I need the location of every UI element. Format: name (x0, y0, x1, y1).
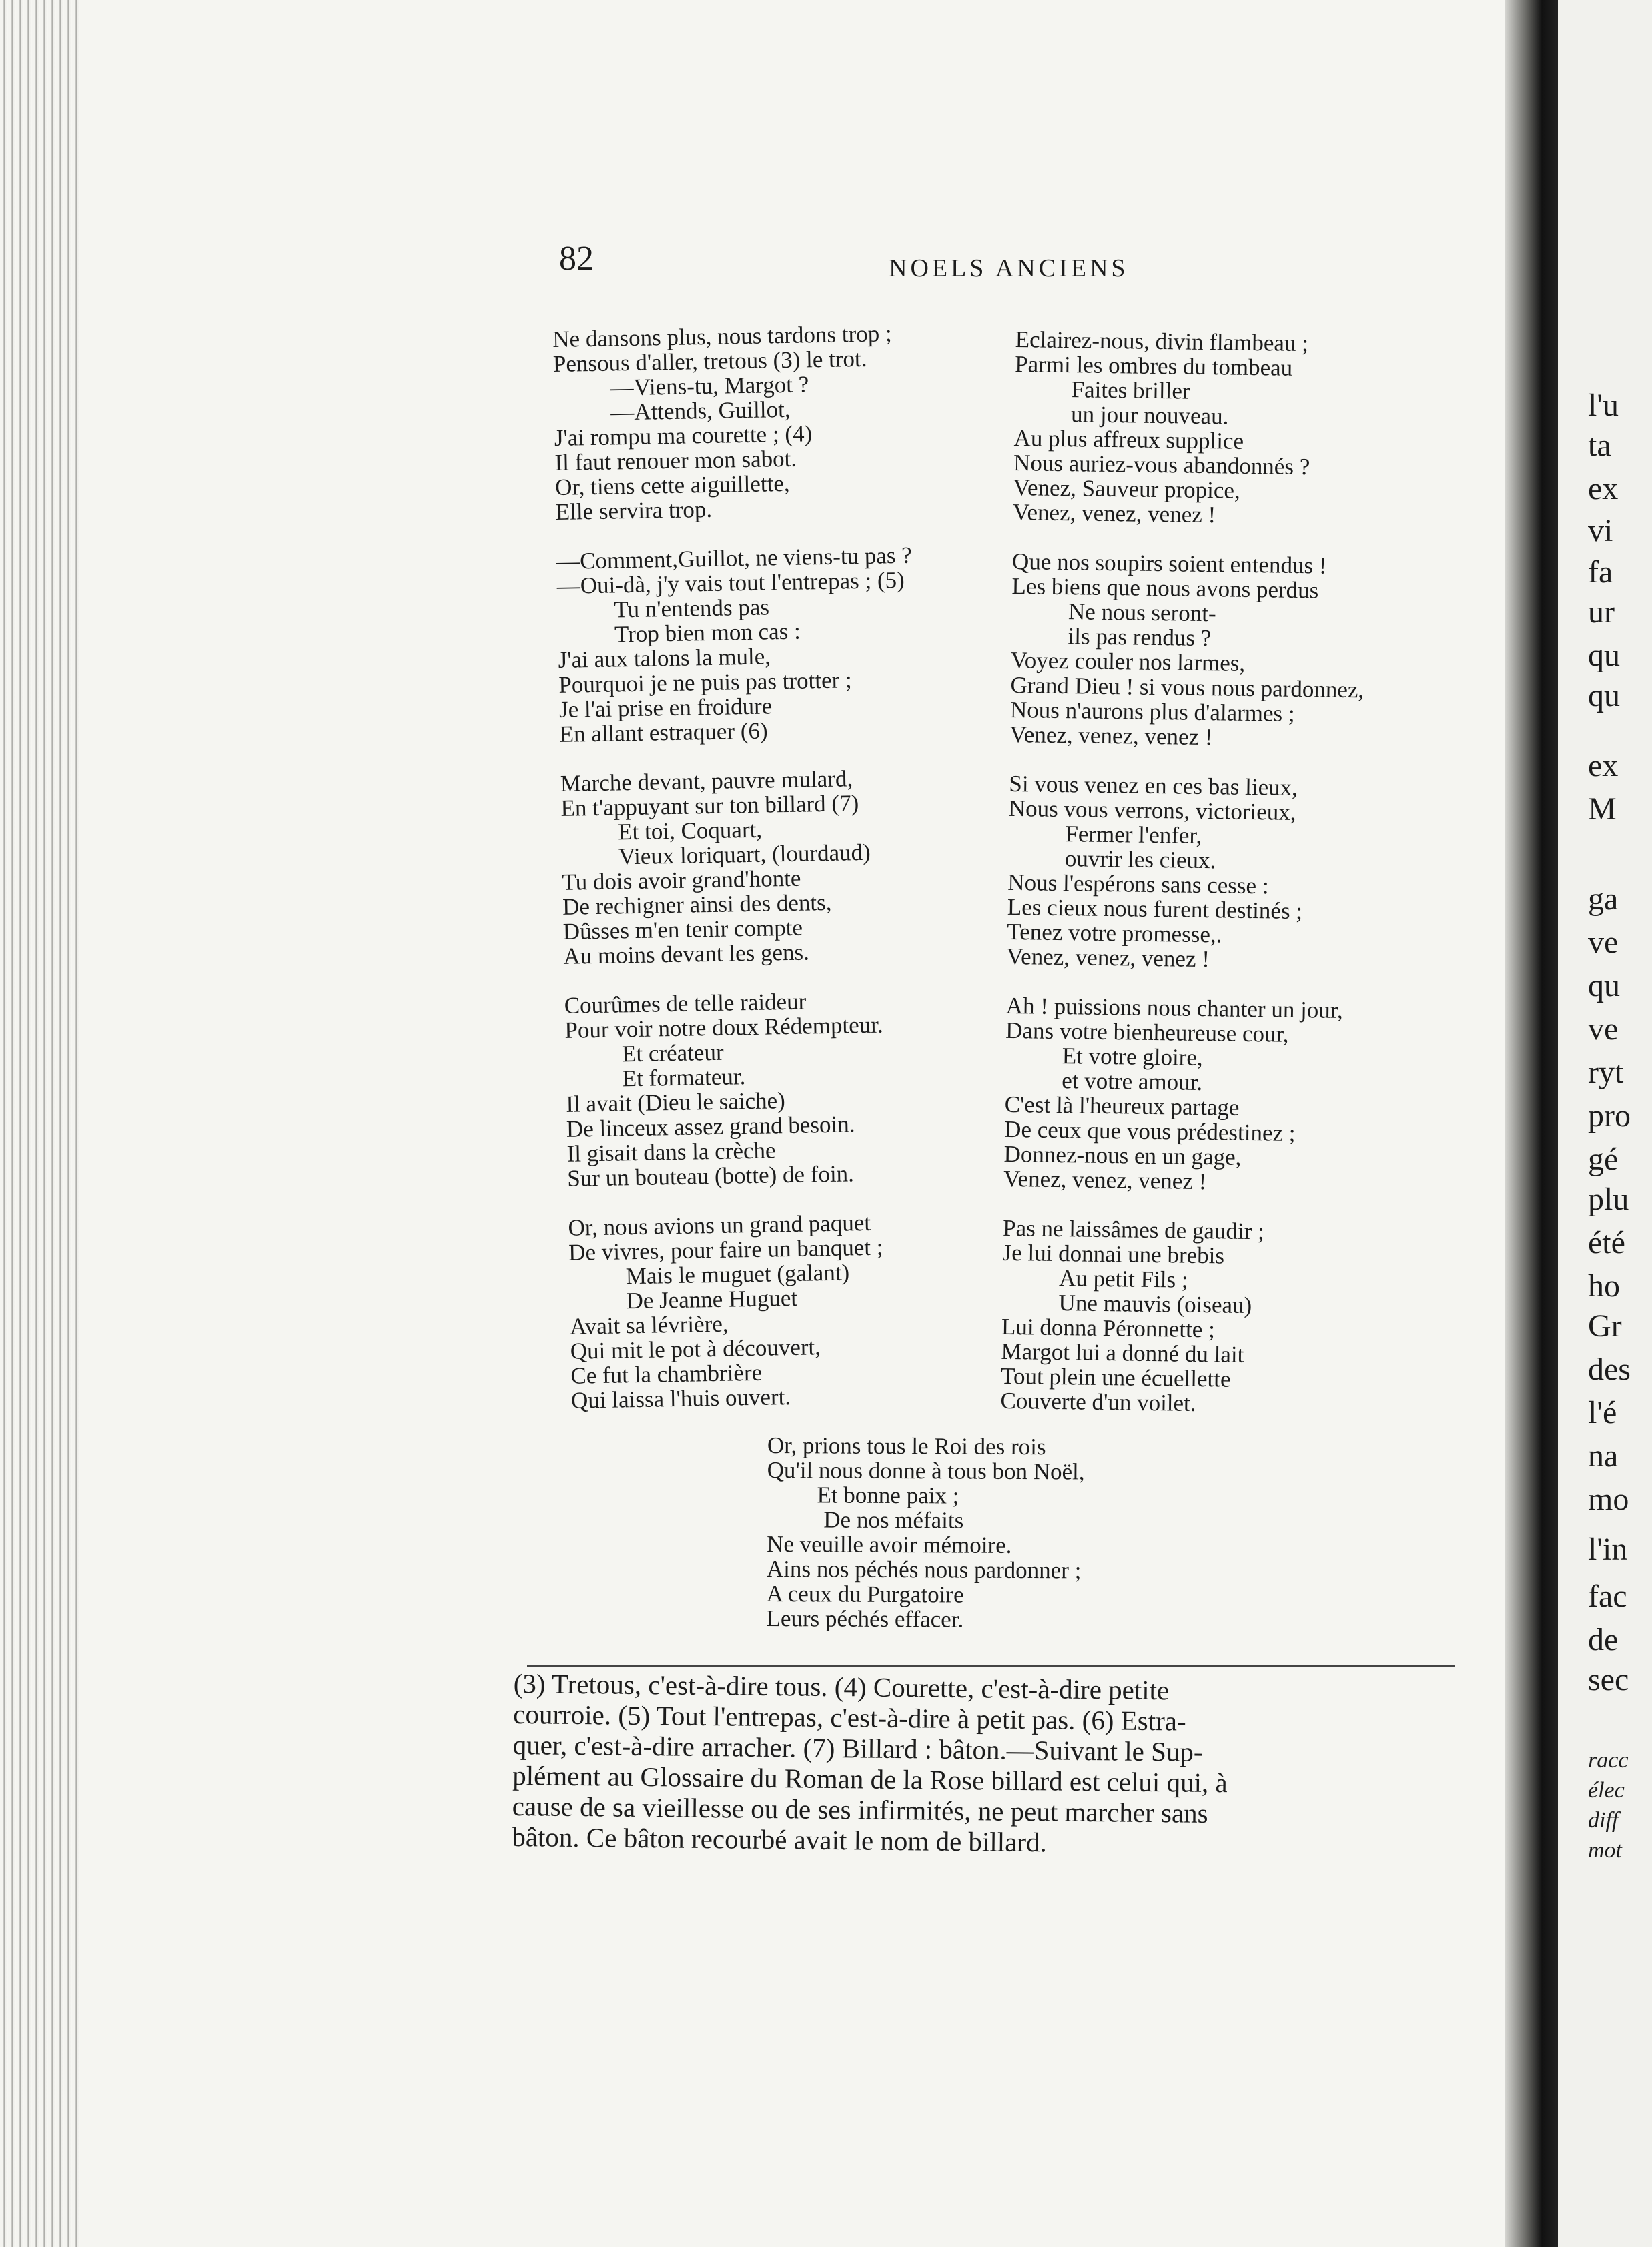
verse-line: Nous l'espérons sans cesse : (1007, 869, 1269, 899)
verse-line: Or, nous avions un grand paquet (568, 1209, 871, 1241)
verse-line: Vieux loriquart, (lourdaud) (618, 839, 871, 870)
next-page-fragment: M (1588, 791, 1617, 827)
verse-line: ils pas rendus ? (1068, 623, 1212, 652)
next-page-fragment: ve (1588, 1011, 1619, 1047)
verse-line: Ains nos péchés nous pardonner ; (766, 1555, 1082, 1584)
next-page-fragment: pro (1588, 1098, 1631, 1134)
next-page-fragment: qu (1588, 638, 1620, 673)
verse-line: Et toi, Coquart, (617, 816, 763, 845)
verse-line: et votre amour. (1061, 1067, 1203, 1096)
verse-line: Une mauvis (oiseau) (1058, 1290, 1252, 1319)
next-page-fragment: diff (1588, 1808, 1619, 1833)
verse-line: Pensous d'aller, tretous (3) le trot. (552, 345, 867, 377)
footnote-line: bâton. Ce bâton recourbé avait le nom de billard. (512, 1821, 1048, 1858)
verse-line: Avait sa lévrière, (569, 1310, 729, 1340)
verse-line: En t'appuyant sur ton billard (7) (560, 790, 859, 821)
verse-line: Leurs péchés effacer. (766, 1605, 964, 1633)
verse-line: Courûmes de telle raideur (564, 988, 807, 1019)
stanza (1013, 327, 1369, 529)
book-gutter (1505, 0, 1558, 2247)
next-page-fragment: vi (1588, 513, 1613, 548)
page-number: 82 (559, 240, 594, 278)
next-page-fragment: gé (1588, 1142, 1619, 1177)
verse-line: De rechigner ainsi des dents, (562, 889, 832, 920)
next-page-fragment: qu (1588, 678, 1620, 713)
verse-line: Les cieux nous furent destinés ; (1007, 893, 1303, 925)
verse-line: Tenez votre promesse,. (1007, 918, 1222, 948)
verse-line: Je l'ai prise en froidure (558, 693, 773, 723)
verse-line: Pourquoi je ne puis pas trotter ; (558, 666, 853, 698)
next-page-fragment: de (1588, 1622, 1619, 1657)
verse-line: Tu n'entends pas (614, 594, 770, 623)
verse-line: —Comment,Guillot, ne viens-tu pas ? (556, 542, 913, 574)
verse-line: Sur un bouteau (botte) de foin. (566, 1160, 855, 1192)
verse-line: Et formateur. (622, 1063, 746, 1092)
verse-line: Elle servira trop. (555, 496, 713, 525)
next-page-fragment: ur (1588, 594, 1615, 630)
right-verse-column (1000, 327, 1369, 1442)
verse-line: Au moins devant les gens. (563, 939, 810, 969)
verse-line: un jour nouveau. (1070, 401, 1229, 430)
verse-line: De ceux que vous prédestinez ; (1003, 1115, 1296, 1146)
verse-line: Trop bien mon cas : (614, 618, 801, 648)
verse-line: J'ai rompu ma courette ; (4) (554, 420, 813, 451)
verse-line: Tu dois avoir grand'honte (562, 865, 801, 895)
next-page-fragment: fa (1588, 554, 1613, 590)
verse-line: Or, tiens cette aiguillette, (554, 470, 790, 500)
verse-line: Ne dansons plus, nous tardons trop ; (552, 320, 893, 352)
verse-line: Or, prions tous le Roi des rois (767, 1432, 1046, 1460)
verse-line: Venez, venez, venez ! (1009, 721, 1213, 751)
next-page-fragment: ta (1588, 428, 1611, 463)
verse-line: —Viens-tu, Margot ? (610, 371, 809, 401)
verse-line: Il faut renouer mon sabot. (554, 445, 797, 476)
next-page-fragment: mot (1588, 1838, 1622, 1863)
verse-line: Faites briller (1071, 376, 1190, 404)
footnote-rule (527, 1665, 1455, 1667)
next-page-fragment: Gr (1588, 1308, 1622, 1344)
next-page-fragment: ho (1588, 1268, 1620, 1304)
verse-line: Venez, venez, venez ! (1012, 498, 1216, 528)
verse-line: Eclairez-nous, divin flambeau ; (1015, 326, 1309, 357)
verse-line: Si vous venez en ces bas lieux, (1009, 770, 1298, 801)
stanza (1009, 549, 1366, 751)
verse-line: Les biens que nous avons perdus (1011, 572, 1319, 604)
running-header: NOELS ANCIENS (889, 254, 1129, 282)
verse-line: Je lui donnai une brebis (1002, 1239, 1225, 1269)
left-verse-column (552, 321, 927, 1438)
verse-line: Il gisait dans la crèche (566, 1137, 776, 1167)
verse-line: Et bonne paix ; (817, 1482, 959, 1509)
verse-line: Margot lui a donné du lait (1001, 1338, 1244, 1368)
next-page-fragment: racc (1588, 1748, 1629, 1773)
verse-line: Qu'il nous donne à tous bon Noël, (767, 1456, 1085, 1485)
next-page-fragment: plu (1588, 1182, 1629, 1217)
verse-line: Pour voir notre doux Rédempteur. (564, 1011, 883, 1043)
verse-line: En allant estraquer (6) (559, 717, 768, 747)
page-edges (0, 0, 80, 2247)
verse-line: Il avait (Dieu le saiche) (566, 1087, 786, 1117)
final-stanza (766, 1433, 1084, 1632)
verse-line: Marche devant, pauvre mulard, (560, 765, 853, 797)
next-page-fragment: qu (1588, 968, 1620, 1003)
verse-line: Venez, Sauveur propice, (1013, 474, 1241, 504)
verse-line: Venez, venez, venez ! (1006, 943, 1210, 973)
next-page-fragment: na (1588, 1438, 1619, 1474)
verse-line: Pas ne laissâmes de gaudir ; (1002, 1214, 1265, 1245)
verse-line: Qui mit le pot à découvert, (570, 1334, 821, 1364)
next-page-fragment: sec (1588, 1662, 1629, 1697)
verse-line: C'est là l'heureux partage (1004, 1091, 1240, 1121)
next-page-fragment: l'in (1588, 1532, 1628, 1567)
verse-line: Grand Dieu ! si vous nous pardonnez, (1010, 671, 1364, 703)
footnote-line: plément au Glossaire du Roman de la Rose billard est celui qui, à (512, 1759, 1228, 1799)
next-page-fragment: ve (1588, 925, 1619, 960)
stanza (1007, 771, 1363, 973)
stanza (1003, 993, 1360, 1196)
verse-line: Mais le muguet (galant) (625, 1259, 850, 1290)
verse-line: Fermer l'enfer, (1065, 821, 1202, 849)
footnote-line: (3) Tretous, c'est-à-dire tous. (4) Courette, c'est-à-dire petite (513, 1668, 1170, 1706)
next-page-fragment: mo (1588, 1482, 1629, 1517)
verse-line: Nous n'aurons plus d'alarmes ; (1009, 696, 1295, 727)
verse-line: Tout plein une écuellette (1000, 1362, 1231, 1392)
footnote-line: courroie. (5) Tout l'entrepas, c'est-à-dire à petit pas. (6) Estra- (513, 1698, 1186, 1737)
next-page-fragment: ga (1588, 881, 1619, 917)
verse-line: Ce fut la chambrière (570, 1359, 763, 1389)
verse-line: Dans votre bienheureuse cour, (1005, 1017, 1289, 1047)
verse-line: Venez, venez, venez ! (1003, 1165, 1207, 1195)
next-page-fragment: l'u (1588, 388, 1619, 423)
verse-line: Voyez couler nos larmes, (1010, 646, 1246, 677)
verse-line: Parmi les ombres du tombeau (1014, 350, 1293, 381)
verse-line: —Oui-dà, j'y vais tout l'entrepas ; (5) (556, 566, 905, 599)
verse-line: A ceux du Purgatoire (766, 1580, 964, 1608)
verse-line: Lui donna Péronnette ; (1001, 1313, 1216, 1343)
verse-line: De Jeanne Huguet (626, 1284, 798, 1314)
verse-line: Nous auriez-vous abandonnés ? (1013, 449, 1310, 480)
next-page-fragment: l'é (1588, 1395, 1617, 1430)
next-page-fragment: été (1588, 1225, 1625, 1260)
verse-line: Couverte d'un voilet. (1000, 1387, 1196, 1416)
verse-line: De linceux assez grand besoin. (566, 1111, 855, 1142)
verse-line: Et votre gloire, (1062, 1043, 1203, 1071)
verse-line: Et créateur (621, 1039, 724, 1067)
verse-line: Au petit Fils ; (1058, 1265, 1188, 1293)
footnote-line: quer, c'est-à-dire arracher. (7) Billard : bâton.—Suivant le Sup- (512, 1729, 1203, 1767)
verse-line: —Attends, Guillot, (610, 396, 791, 426)
verse-line: Ne veuille avoir mémoire. (767, 1530, 1012, 1558)
footnotes (512, 1668, 1456, 1862)
next-page-fragment: élec (1588, 1778, 1625, 1803)
next-page-fragment: ex (1588, 748, 1619, 783)
next-page-fragment: ryt (1588, 1055, 1624, 1090)
next-page-fragment: ex (1588, 471, 1619, 506)
next-page-fragment: fac (1588, 1579, 1627, 1614)
verse-line: Au plus affreux supplice (1013, 424, 1244, 454)
verse-line: De vivres, pour faire un banquet ; (568, 1234, 883, 1266)
next-page-fragment: des (1588, 1352, 1631, 1387)
footnote-line: cause de sa vieillesse ou de ses infirmités, ne peut marcher sans (512, 1790, 1208, 1829)
verse-line: Qui laissa l'huis ouvert. (570, 1384, 791, 1414)
verse-line: Donnez-nous en un gage, (1003, 1140, 1242, 1170)
stanza (560, 765, 919, 969)
verse-line: ouvrir les cieux. (1064, 845, 1216, 874)
verse-line: J'ai aux talons la mule, (558, 643, 771, 673)
verse-line: Nous vous verrons, victorieux, (1008, 795, 1296, 825)
verse-line: Que nos soupirs soient entendus ! (1011, 548, 1327, 579)
verse-line: Dûsses m'en tenir compte (562, 914, 803, 945)
verse-line: Ah ! puissions nous chanter un jour, (1005, 992, 1344, 1023)
stanza (552, 321, 911, 524)
stanza (1000, 1216, 1356, 1418)
verse-line: Ne nous seront- (1068, 598, 1216, 627)
stanza (556, 543, 915, 747)
verse-line: De nos méfaits (823, 1506, 964, 1534)
stanza (564, 987, 923, 1191)
stanza (568, 1209, 927, 1412)
